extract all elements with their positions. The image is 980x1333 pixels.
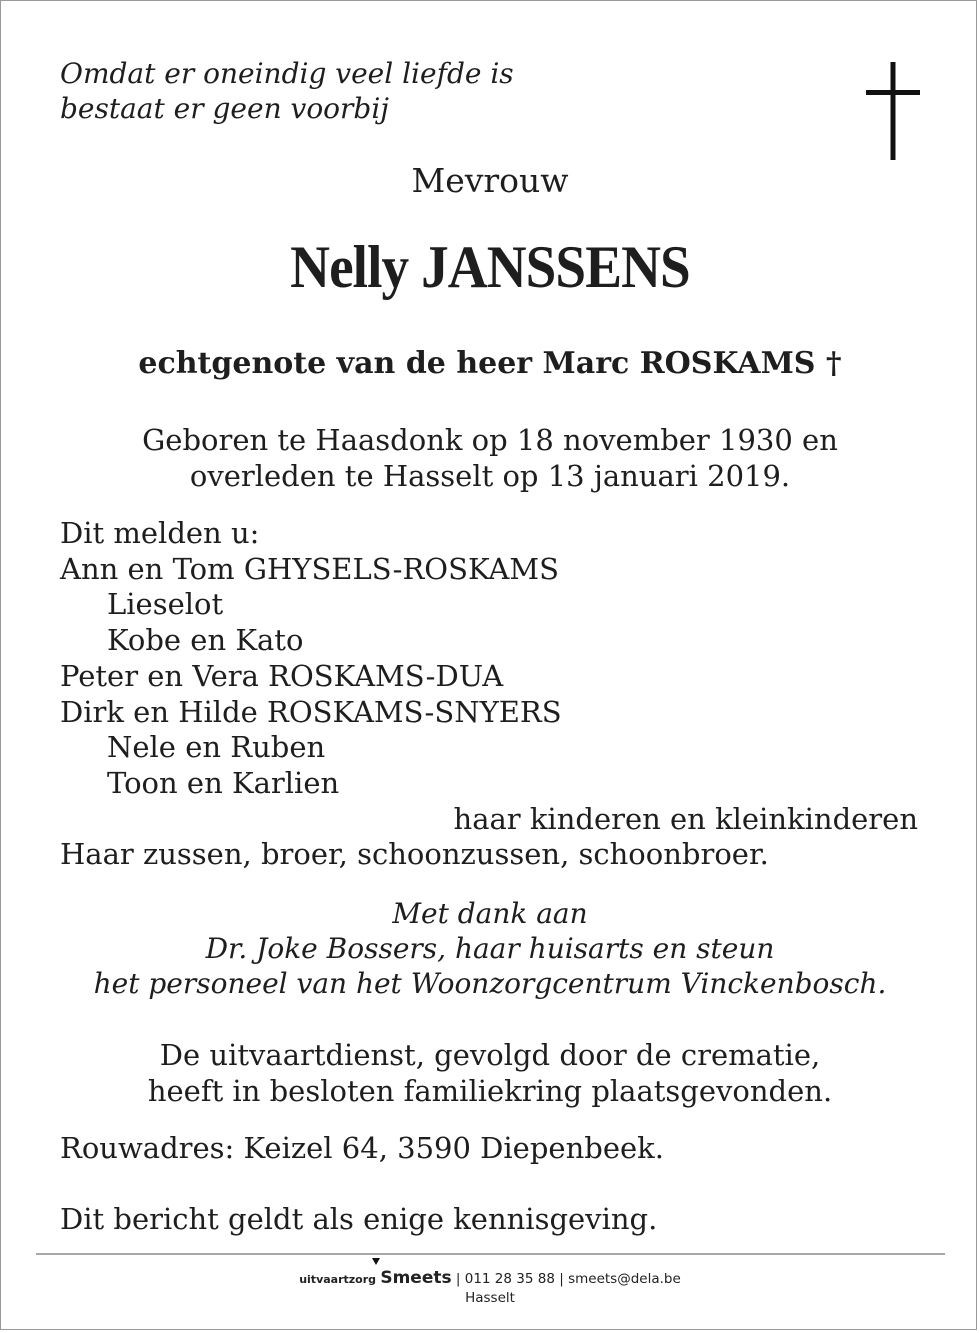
family-line: Kobe en Kato <box>107 623 304 658</box>
motto-line-2: bestaat er geen voorbij <box>60 92 389 125</box>
brand-prefix: uitvaartzorg <box>299 1273 377 1286</box>
title-word: Mevrouw <box>411 161 569 200</box>
mourning-address: Rouwadres: Keizel 64, 3590 Diepenbeek. <box>60 1131 664 1165</box>
family-siblings: Haar zussen, broer, schoonzussen, schoonbroer. <box>60 837 769 872</box>
family-line: Toon en Karlien <box>107 765 340 800</box>
footer-email[interactable]: smeets@dela.be <box>568 1271 681 1287</box>
birth-line: Geboren te Haasdonk op 18 november 1930 en <box>142 423 838 457</box>
service-line-2: heeft in besloten familiekring plaatsgevonden. <box>147 1074 833 1108</box>
thanks-line-1: Met dank aan <box>392 897 588 930</box>
footer-divider <box>36 1253 945 1255</box>
family-summary: haar kinderen en kleinkinderen <box>453 801 918 836</box>
footer-city: Hasselt <box>465 1290 515 1306</box>
latin-cross-icon <box>866 62 920 160</box>
family-line: Lieselot <box>107 587 224 622</box>
service-block <box>0 1037 980 1109</box>
brand-name-text: Smeets <box>380 1268 452 1288</box>
birth-death <box>0 422 980 494</box>
notice-text: Dit bericht geldt als enige kennisgeving. <box>60 1202 658 1236</box>
brand-name <box>380 1268 451 1288</box>
spouse-line: echtgenote van de heer Marc ROSKAMS † <box>138 346 842 381</box>
service-line-1: De uitvaartdienst, gevolgd door de crematie, <box>159 1038 821 1072</box>
family-list <box>60 516 920 873</box>
family-line: Peter en Vera ROSKAMS-DUA <box>60 658 504 693</box>
footer-separator: | <box>559 1271 564 1287</box>
family-line: Nele en Ruben <box>107 730 326 765</box>
motto-line-1: Omdat er oneindig veel liefde is <box>60 57 514 90</box>
triangle-mark-icon <box>372 1258 380 1265</box>
funeral-home-footer <box>0 1268 980 1288</box>
thanks-block <box>0 896 980 1001</box>
thanks-line-2: Dr. Joke Bossers, haar huisarts en steun <box>205 932 775 965</box>
thanks-line-3: het personeel van het Woonzorgcentrum Vinckenbosch. <box>93 967 887 1000</box>
footer-phone: 011 28 35 88 <box>464 1271 555 1287</box>
death-line: overleden te Hasselt op 13 januari 2019. <box>189 459 791 493</box>
footer-separator: | <box>455 1271 461 1287</box>
family-line: Dirk en Hilde ROSKAMS-SNYERS <box>60 694 562 729</box>
family-line: Ann en Tom GHYSELS-ROSKAMS <box>60 551 559 586</box>
family-intro: Dit melden u: <box>60 516 260 550</box>
motto <box>60 56 514 126</box>
deceased-name: Nelly JANSSENS <box>290 234 690 300</box>
